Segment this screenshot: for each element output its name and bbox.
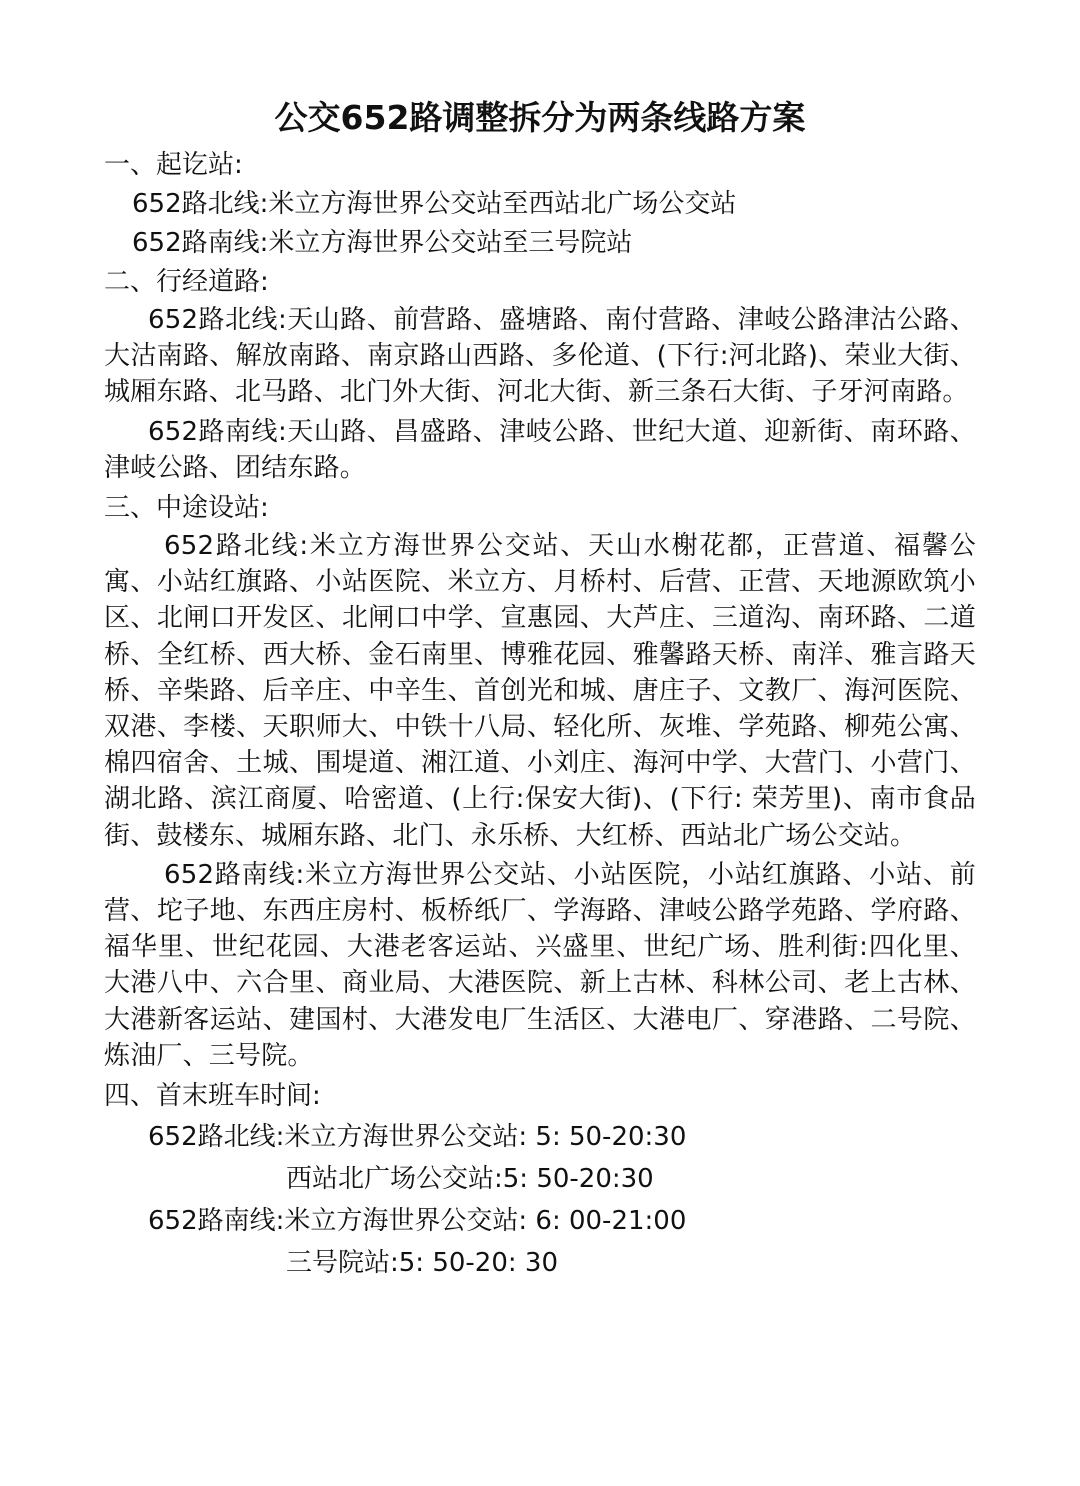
schedule-north-sub: 西站北广场公交站:5: 50-20:30 [286, 1164, 654, 1195]
stops-north-paragraph: 652路北线:米立方海世界公交站、天山水榭花都，正营道、福馨公寓、小站红旗路、小站医院、米立方、月桥村、后营、正营、天地源欧筑小区、北闸口开发区、北闸口中学、宣惠园、大芦庄、三道沟、南环路、二道桥、全红桥、西大桥、金石南里、博雅花园、雅馨路天桥、南洋、雅言路天桥、辛柴路、后辛庄、中辛生、首创光和城、唐庄子、文教厂、海河医院、双港、李楼、天职师大、中铁十八局、轻化所、灰堆、学苑路、柳苑公寓、棉四宿舍、土城、围堤道、湘江道、小刘庄、海河中学、大营门、小营门、湖北路、滨江商厦、哈密道、(上行:保安大街)、(下行: 荣芳里)、南市食品街、鼓楼东、城厢东路、北门、永乐桥、大红桥、西站北广场公交站。 [104, 531, 976, 851]
section-heading-routes: 二、行经道路: [104, 267, 269, 297]
schedule-south-main: 652路南线:米立方海世界公交站: 6: 00-21:00 [148, 1206, 687, 1237]
route-north-paragraph: 652路北线:天山路、前营路、盛塘路、南付营路、津岐公路津沽公路、大沽南路、解放南路、南京路山西路、多伦道、(下行:河北路)、荣业大街、城厢东路、北马路、北门外大街、河北大街、新三条石大街、子牙河南路。 [104, 305, 976, 408]
terminals-north-line: 652路北线:米立方海世界公交站至西站北广场公交站 [132, 189, 737, 219]
document-title: 公交652路调整拆分为两条线路方案 [274, 98, 806, 137]
stops-south-paragraph: 652路南线:米立方海世界公交站、小站医院，小站红旗路、小站、前营、坨子地、东西庄房村、板桥纸厂、学海路、津岐公路学苑路、学府路、福华里、世纪花园、大港老客运站、兴盛里、世纪广场、胜利街:四化里、大港八中、六合里、商业局、大港医院、新上古林、科林公司、老上古林、大港新客运站、建国村、大港发电厂生活区、大港电厂、穿港路、二号院、炼油厂、三号院。 [104, 859, 976, 1071]
section-heading-schedule: 四、首末班车时间: [104, 1081, 321, 1112]
route-south-paragraph: 652路南线:天山路、昌盛路、津岐公路、世纪大道、迎新街、南环路、津岐公路、团结东路。 [104, 416, 976, 483]
section-heading-stops: 三、中途设站: [104, 493, 269, 524]
terminals-south-line: 652路南线:米立方海世界公交站至三号院站 [132, 228, 633, 258]
schedule-north-main: 652路北线:米立方海世界公交站: 5: 50-20:30 [148, 1122, 687, 1153]
section-heading-terminals: 一、起讫站: [104, 150, 243, 180]
schedule-south-sub: 三号院站:5: 50-20: 30 [286, 1248, 558, 1279]
